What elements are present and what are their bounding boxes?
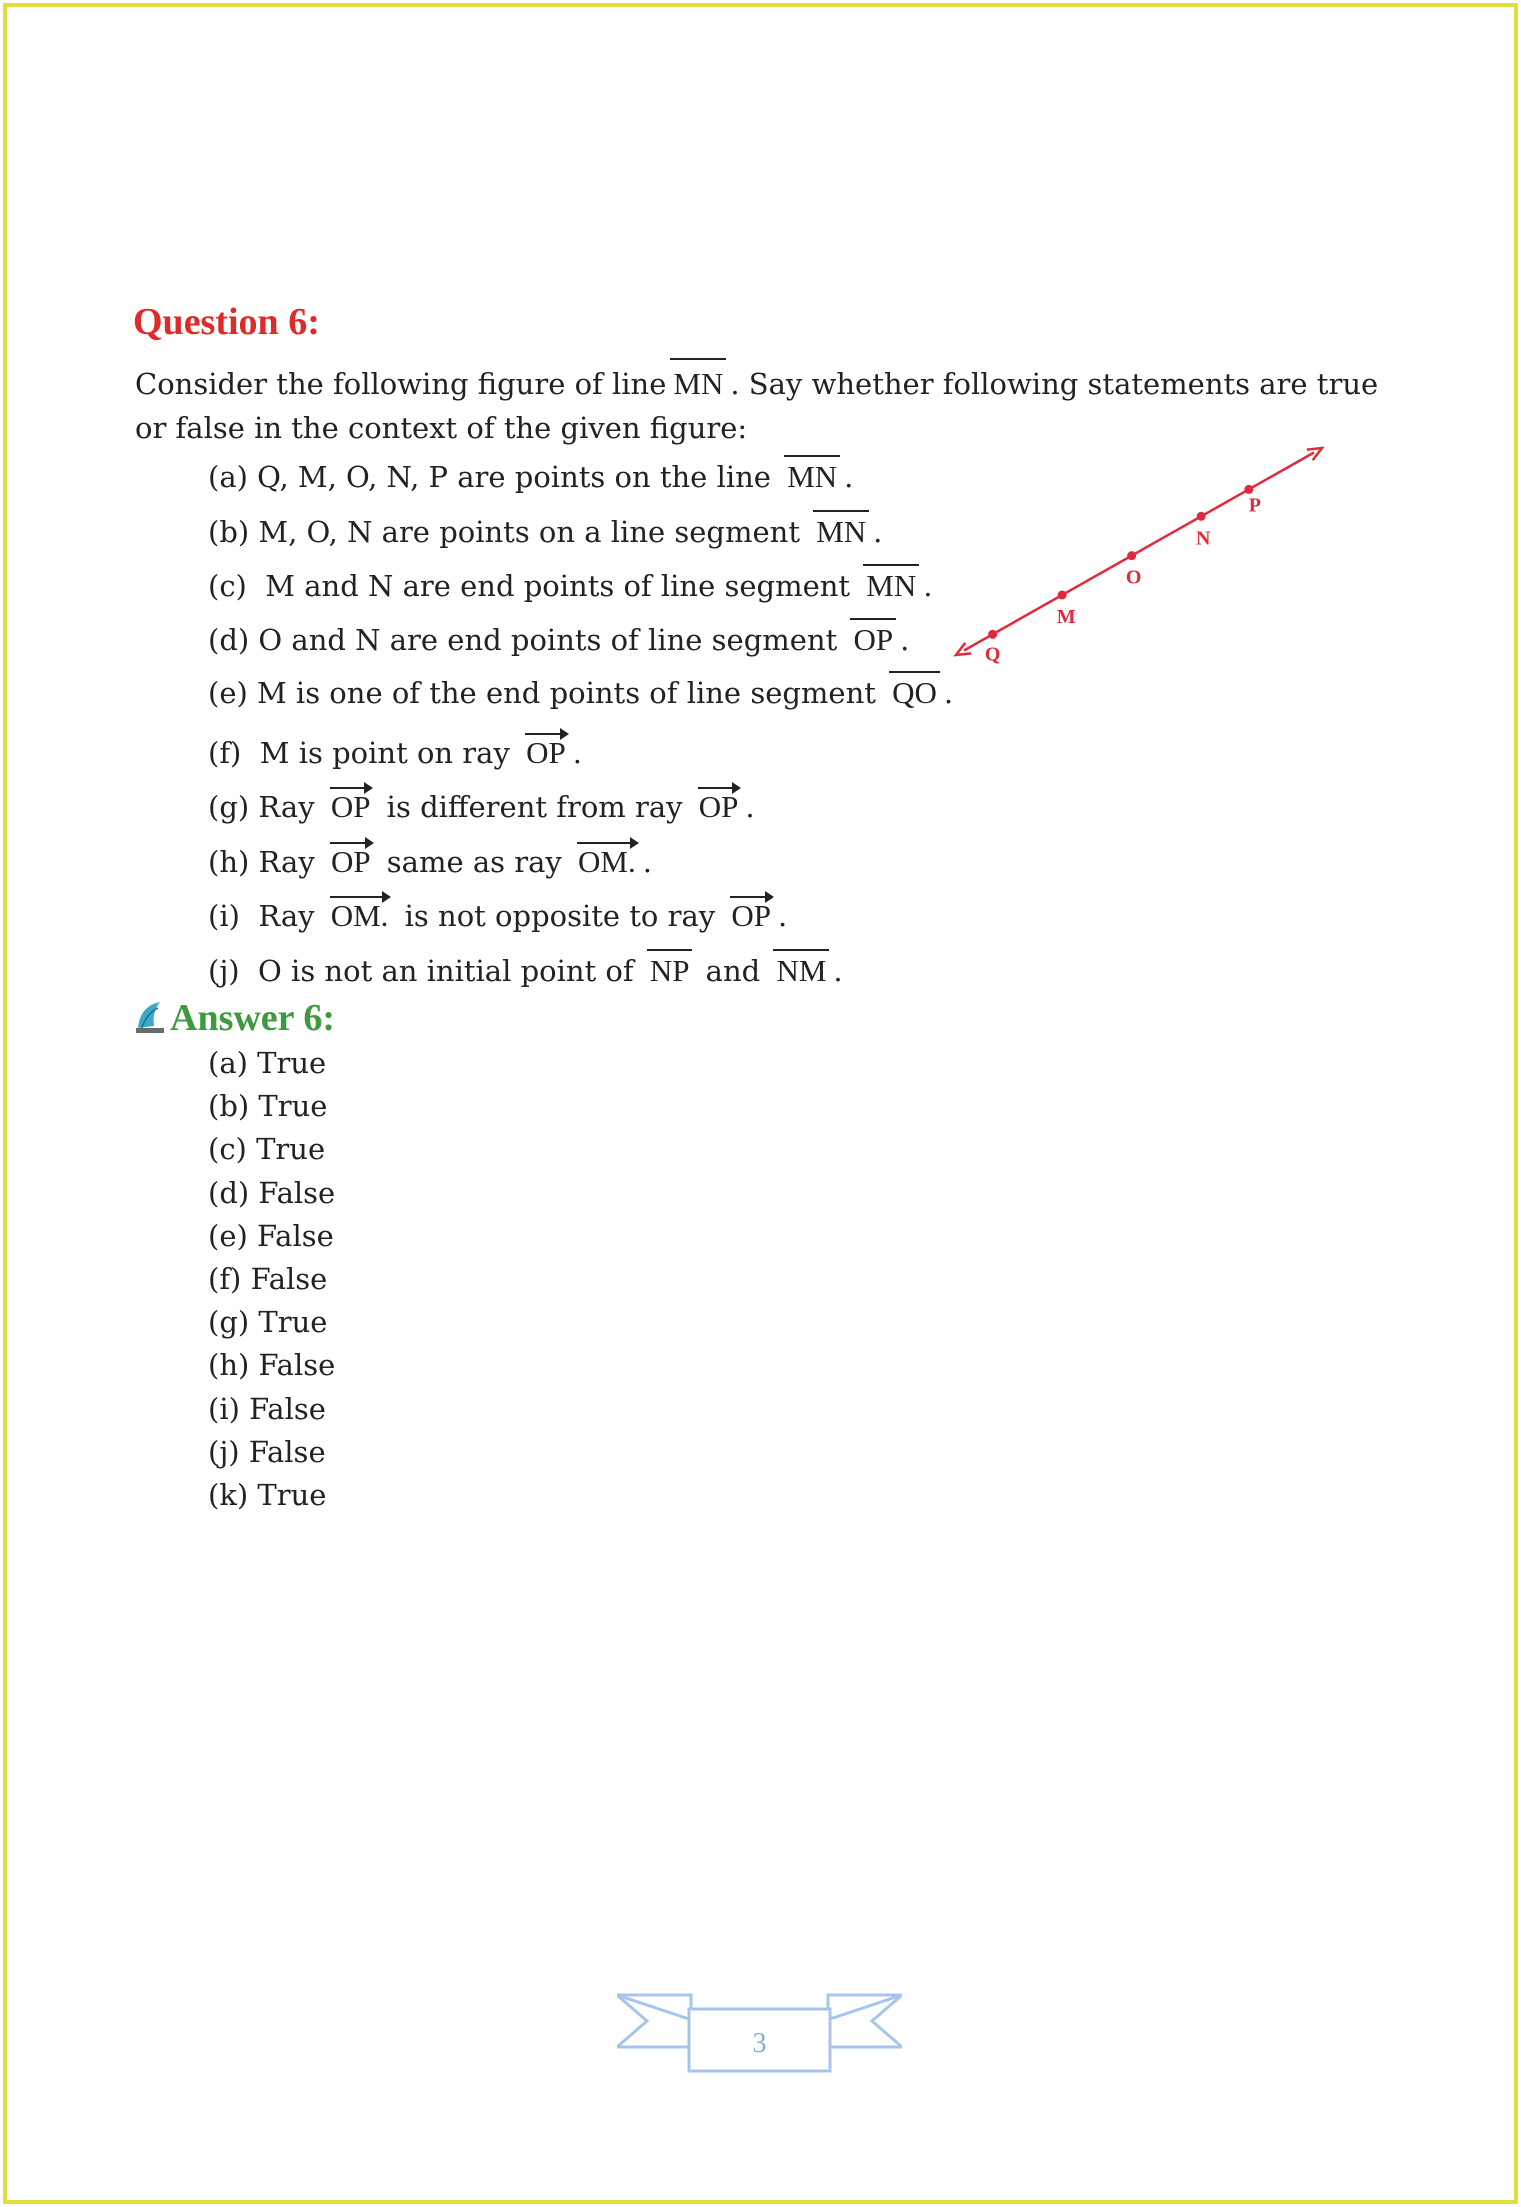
segment-symbol: MN [784,455,840,495]
statement-text: . [833,954,843,988]
statement-text: . [873,515,883,549]
page-number: 3 [752,2028,767,2059]
segment-symbol: QO [889,671,940,711]
point-label-m: M [1056,605,1076,628]
statement-b [208,510,882,550]
statement-label: (j) [208,954,240,988]
ribbon-fold-left [617,1995,689,2019]
statement-text: M is point on ray [241,736,520,770]
statement-text: M and N are end points of line segment [246,569,860,603]
statement-label: (i) [208,899,240,933]
statement-label: (f) [208,736,242,770]
point-p [1244,485,1253,494]
line-mn [964,453,1314,651]
answer-item: (j) False [208,1434,326,1469]
statement-c [208,564,932,604]
statement-text: O and N are end points of line segment [249,623,847,657]
line-figure [940,435,1340,675]
point-label-o: O [1125,566,1142,589]
ray-symbol: OP [523,731,569,771]
question-title: Question 6: [133,301,320,343]
statement-label: (a) [208,460,248,494]
statement-text: and [696,954,770,988]
statement-text: . [900,623,910,657]
statement-text: M, O, N are points on a line segment [249,515,810,549]
statement-i [208,894,787,934]
statement-text: Ray [249,790,324,824]
ray-symbol: OP [328,840,374,880]
statement-text: same as ray [377,845,571,879]
segment-symbol: MN [863,564,919,604]
ray-symbol: OP [696,785,742,825]
point-q [988,630,997,639]
statement-text: . [778,899,788,933]
statement-text: O is not an initial point of [239,954,643,988]
ribbon-fold-right [830,1995,902,2019]
point-n [1197,512,1206,521]
statement-g [208,785,755,825]
answer-item: (e) False [208,1218,334,1253]
answer-title: Answer 6: [170,997,336,1039]
statement-text: . [745,790,755,824]
segment-symbol: MN [813,510,869,550]
statement-label: (b) [208,515,250,549]
intro-text-after: . Say whether following statements are true or false in the context of the given figure: [135,367,1379,445]
statement-a [208,455,853,495]
statement-text: Ray [239,899,324,933]
answer-item: (a) True [208,1046,327,1080]
answer-item: (b) True [208,1089,328,1124]
statement-text: is different from ray [377,790,692,824]
point-label-q: Q [984,643,1001,666]
statement-text: Ray [249,845,324,879]
point-label-p: P [1248,494,1261,517]
ribbon-right-tail [828,1995,902,2047]
statement-h [208,840,652,880]
statement-text: . [844,460,854,494]
intro-line-symbol: MN [670,358,726,406]
intro-text-before: Consider the following figure of line [135,367,667,401]
statement-text: . [923,569,933,603]
ray-symbol: OM. [575,840,639,880]
page-number-ribbon [617,1985,902,2075]
point-label-n: N [1195,527,1211,550]
answer-item: (k) True [208,1478,327,1513]
ray-symbol: OP [328,785,374,825]
statement-text: is not opposite to ray [395,899,725,933]
segment-symbol: NM [773,949,829,989]
statement-label: (h) [208,845,250,879]
answer-item: (i) False [208,1391,326,1426]
answer-item: (h) False [208,1348,336,1383]
ray-symbol: OP [728,894,774,934]
answer-item: (d) False [208,1175,336,1210]
site-logo [134,998,166,1034]
statement-e [208,671,953,711]
statement-j [208,949,843,989]
statement-label: (c) [208,569,247,603]
statement-text: Q, M, O, N, P are points on the line [247,460,781,494]
statement-text: . [943,676,954,710]
answer-item: (c) True [208,1132,326,1167]
point-o [1127,551,1136,560]
ray-symbol: OM. [328,894,392,934]
answer-item: (g) True [208,1305,328,1340]
statement-text: . [642,845,652,879]
answer-item: (f) False [208,1262,328,1297]
statement-text: . [572,736,582,770]
ribbon-left-tail [617,1995,691,2047]
segment-symbol: OP [850,618,896,658]
statement-d [208,618,909,658]
statement-text: M is one of the end points of line segment [247,676,886,710]
statement-label: (d) [208,623,250,657]
segment-symbol: NP [647,949,693,989]
statement-f [208,731,582,771]
point-m [1058,590,1067,599]
statement-label: (g) [208,790,250,824]
statement-label: (e) [208,676,248,710]
answer-list [208,1042,335,1517]
